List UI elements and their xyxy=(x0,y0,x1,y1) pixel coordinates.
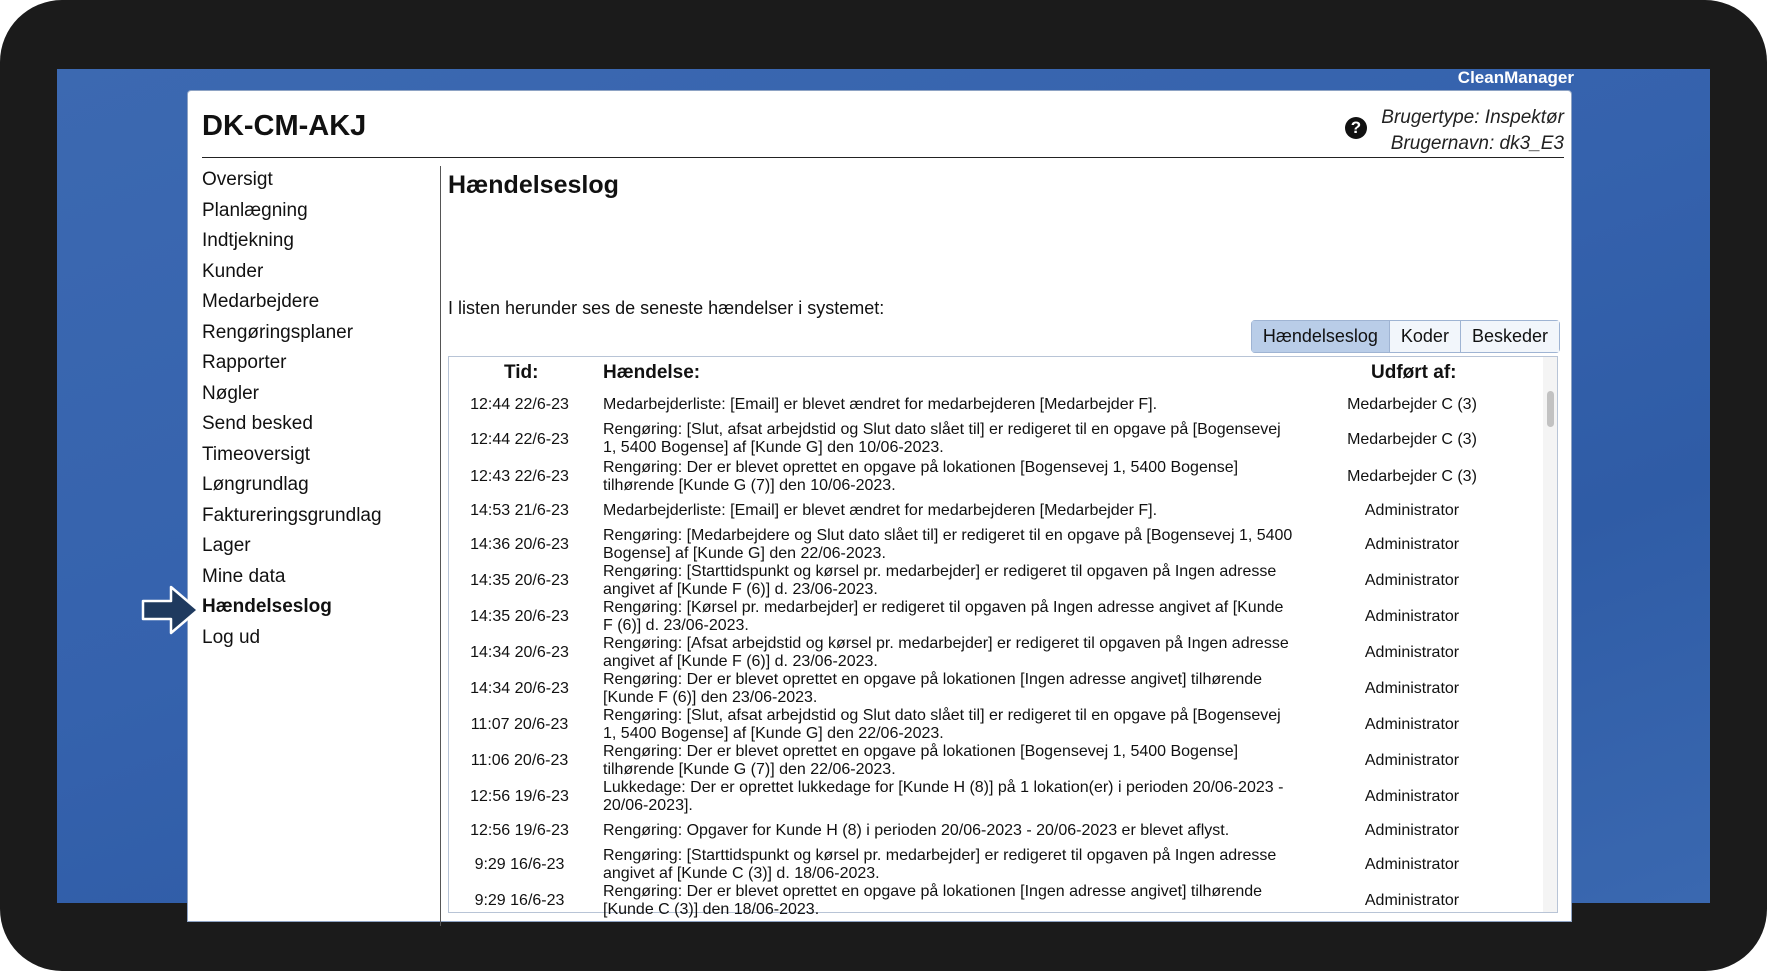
table-row xyxy=(449,779,1543,815)
cell-user: Administrator xyxy=(1364,536,1460,553)
cell-event: Rengøring: Der er blevet oprettet en opgave på lokationen [Bogensevej 1, 5400 Bogense] tilhørende [Kunde G (7)] den 10/06-2023. xyxy=(603,459,1239,494)
cell-event: Rengøring: [Starttidspunkt og kørsel pr. medarbejder] er redigeret til opgaven på Ingen adresse angivet af [Kunde F (6)] d. 23/06-2023. xyxy=(603,563,1277,598)
cell-time: 14:34 20/6-23 xyxy=(470,680,569,697)
cell-user: Administrator xyxy=(1364,788,1460,805)
cell-time: 11:07 20/6-23 xyxy=(470,716,569,733)
table-row xyxy=(449,421,1543,459)
cell-user: Administrator xyxy=(1364,716,1460,733)
cell-user: Administrator xyxy=(1364,822,1460,839)
cell-user: Administrator xyxy=(1364,892,1460,909)
cell-user: Administrator xyxy=(1364,680,1460,697)
cell-user: Medarbejder C (3) xyxy=(1347,431,1477,448)
sidebar-item[interactable]: Planlægning xyxy=(202,199,308,221)
arrow-right-icon xyxy=(141,584,201,636)
table-row xyxy=(449,635,1543,671)
cell-user: Administrator xyxy=(1364,644,1460,661)
tab[interactable]: Koder xyxy=(1389,321,1460,352)
table-scrollbar[interactable] xyxy=(1543,357,1557,912)
event-log-table xyxy=(448,356,1558,918)
cell-event: Rengøring: [Slut, afsat arbejdstid og Slut dato slået til] er redigeret til en opgave på [Bogensevej 1, 5400 Bogense] af [Kunde G] den 22/06-2023. xyxy=(603,707,1281,742)
table-row xyxy=(449,495,1543,527)
sidebar-nav xyxy=(202,167,422,655)
column-header-event: Hændelse: xyxy=(603,362,701,383)
intro-text: I listen herunder ses de seneste hændelser i systemet: xyxy=(448,298,885,318)
tab[interactable]: Beskeder xyxy=(1460,321,1559,352)
user-info xyxy=(1381,105,1564,157)
table-row xyxy=(449,671,1543,707)
cell-event: Medarbejderliste: [Email] er blevet ændret for medarbejderen [Medarbejder F]. xyxy=(603,396,1158,413)
cell-user: Administrator xyxy=(1364,608,1460,625)
cell-time: 14:35 20/6-23 xyxy=(470,608,569,625)
table-row xyxy=(449,527,1543,563)
sidebar-item[interactable]: Løngrundlag xyxy=(202,474,309,495)
page-title: Hændelseslog xyxy=(448,171,619,199)
cell-time: 12:56 19/6-23 xyxy=(470,788,569,805)
cell-time: 9:29 16/6-23 xyxy=(474,892,565,909)
cell-event: Rengøring: Der er blevet oprettet en opgave på lokationen [Ingen adresse angivet] tilhørende [Kunde F (6)] den 23/06-2023. xyxy=(603,671,1263,706)
scrollbar-thumb[interactable] xyxy=(1547,391,1554,427)
sidebar-item[interactable]: Kunder xyxy=(202,260,264,282)
table-row xyxy=(449,815,1543,847)
cell-time: 14:35 20/6-23 xyxy=(470,572,569,589)
cell-user: Administrator xyxy=(1364,502,1460,519)
user-type: Brugertype: Inspektør xyxy=(1381,107,1564,128)
cell-event: Rengøring: [Kørsel pr. medarbejder] er redigeret til opgaven på Ingen adresse angivet af [Kunde F (6)] d. 23/06-2023. xyxy=(603,599,1284,634)
site-title: DK-CM-AKJ xyxy=(202,110,367,142)
cell-event: Rengøring: [Afsat arbejdstid og kørsel pr. medarbejder] er redigeret til opgaven på Ingen adresse angivet af [Kunde F (6)] d. 23/06-2023. xyxy=(603,635,1289,670)
table-row xyxy=(449,459,1543,495)
cell-event: Medarbejderliste: [Email] er blevet ændret for medarbejderen [Medarbejder F]. xyxy=(603,502,1158,519)
column-header-user: Udført af: xyxy=(1371,362,1457,383)
cell-event: Rengøring: Opgaver for Kunde H (8) i perioden 20/06-2023 - 20/06-2023 er blevet aflyst. xyxy=(603,822,1230,839)
sidebar-item[interactable]: Log ud xyxy=(202,626,261,648)
cell-time: 12:44 22/6-23 xyxy=(470,431,569,448)
sidebar-item[interactable]: Nøgler xyxy=(202,382,260,404)
cell-user: Administrator xyxy=(1364,572,1460,589)
cell-event: Rengøring: [Starttidspunkt og kørsel pr. medarbejder] er redigeret til opgaven på Ingen adresse angivet af [Kunde C (3)] d. 18/06-2023. xyxy=(603,847,1277,882)
sidebar-item[interactable]: Medarbejdere xyxy=(202,291,320,312)
cell-event: Rengøring: Der er blevet oprettet en opgave på lokationen [Bogensevej 1, 5400 Bogense] tilhørende [Kunde G (7)] den 22/06-2023. xyxy=(603,743,1239,778)
cell-user: Administrator xyxy=(1364,752,1460,769)
sidebar-divider xyxy=(440,166,441,926)
main-content xyxy=(448,161,1562,921)
cell-time: 14:36 20/6-23 xyxy=(470,536,569,553)
cell-time: 14:53 21/6-23 xyxy=(470,502,569,519)
sidebar-item[interactable]: Indtjekning xyxy=(202,230,294,251)
column-header-time: Tid: xyxy=(504,362,539,383)
app-window xyxy=(187,90,1572,922)
sidebar-item[interactable]: Rapporter xyxy=(202,352,287,373)
cell-time: 12:56 19/6-23 xyxy=(470,822,569,839)
table-row xyxy=(449,707,1543,743)
sidebar-item[interactable]: Send besked xyxy=(202,413,313,434)
sidebar-item[interactable]: Faktureringsgrundlag xyxy=(202,504,382,526)
table-body xyxy=(449,389,1543,919)
table-row xyxy=(449,563,1543,599)
cell-user: Administrator xyxy=(1364,856,1460,873)
page-header xyxy=(202,91,1564,158)
sidebar-item[interactable]: Mine data xyxy=(202,565,286,587)
cell-event: Rengøring: [Medarbejdere og Slut dato slået til] er redigeret til en opgave på [Bogensevej 1, 5400 Bogense] af [Kunde G] den 22/06-2023. xyxy=(603,527,1293,562)
sidebar-item[interactable]: Rengøringsplaner xyxy=(202,321,354,343)
sidebar-item[interactable]: Oversigt xyxy=(202,169,273,190)
cell-user: Medarbejder C (3) xyxy=(1347,396,1477,413)
cell-time: 14:34 20/6-23 xyxy=(470,644,569,661)
cell-user: Medarbejder C (3) xyxy=(1347,468,1477,485)
table-header xyxy=(449,357,1543,389)
cell-event: Rengøring: Der er blevet oprettet en opgave på lokationen [Ingen adresse angivet] tilhørende [Kunde C (3)] den 18/06-2023. xyxy=(603,883,1263,918)
table-row xyxy=(449,389,1543,421)
table-row xyxy=(449,743,1543,779)
cell-time: 9:29 16/6-23 xyxy=(474,856,565,873)
table-row xyxy=(449,847,1543,883)
table-row xyxy=(449,883,1543,919)
cell-time: 12:44 22/6-23 xyxy=(470,396,569,413)
desktop-screen xyxy=(57,68,1710,918)
tab[interactable]: Hændelseslog xyxy=(1252,321,1389,352)
cell-event: Rengøring: [Slut, afsat arbejdstid og Slut dato slået til] er redigeret til en opgave på [Bogensevej 1, 5400 Bogense] af [Kunde G] den 10/06-2023. xyxy=(603,421,1281,456)
help-icon[interactable]: ? xyxy=(1345,117,1367,139)
sidebar-item[interactable]: Lager xyxy=(202,535,251,556)
brand-label: CleanManager xyxy=(1457,68,1574,87)
sidebar-item[interactable]: Timeoversigt xyxy=(202,443,311,465)
tab-bar xyxy=(1251,320,1560,353)
user-name: Brugernavn: dk3_E3 xyxy=(1390,133,1564,154)
cell-event: Lukkedage: Der er oprettet lukkedage for [Kunde H (8)] på 1 lokation(er) i perioden 20/06-2023 - 20/06-2023]. xyxy=(603,779,1284,814)
cell-time: 11:06 20/6-23 xyxy=(470,752,569,769)
table-row xyxy=(449,599,1543,635)
sidebar-item[interactable]: Hændelseslog xyxy=(202,596,332,617)
cell-time: 12:43 22/6-23 xyxy=(470,468,569,485)
